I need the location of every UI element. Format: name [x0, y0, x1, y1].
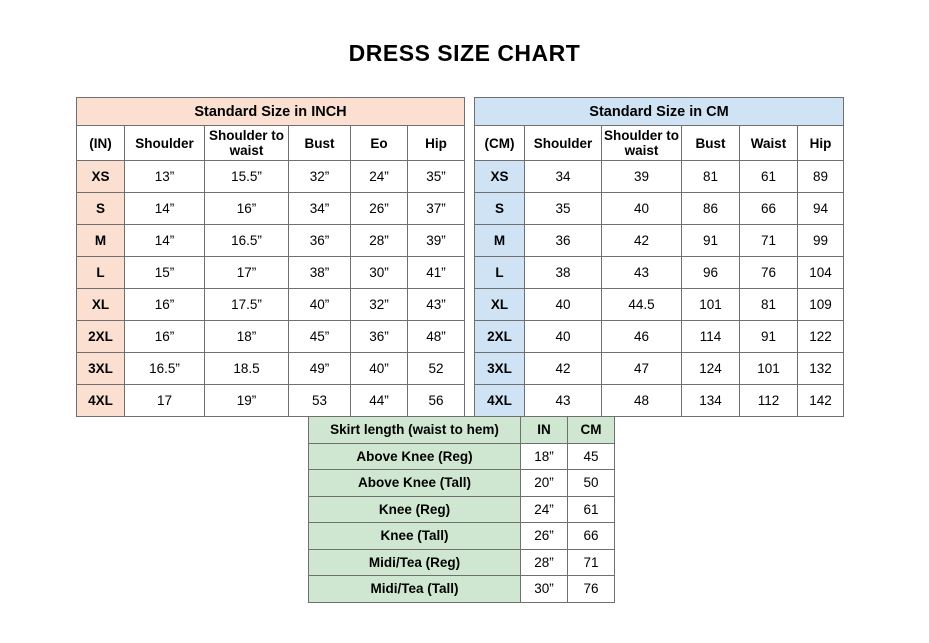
inch-table-banner: Standard Size in INCH	[77, 98, 465, 126]
inch-cell-bust: 45”	[289, 321, 351, 353]
cm-row-size: 4XL	[475, 385, 525, 417]
inch-cell-shoulder-to-waist: 15.5”	[205, 161, 289, 193]
table-row	[77, 353, 465, 385]
inch-cell-bust: 40”	[289, 289, 351, 321]
cm-header-shoulder: Shoulder	[525, 126, 602, 161]
skirt-row-label: Midi/Tea (Tall)	[309, 576, 521, 603]
cm-cell-bust: 124	[682, 353, 740, 385]
inch-cell-shoulder-to-waist: 19”	[205, 385, 289, 417]
table-header-row	[77, 126, 465, 161]
table-row	[309, 523, 615, 550]
cm-header-shoulder-to-waist: Shoulder to waist	[602, 126, 682, 161]
table-row	[309, 470, 615, 497]
table-row	[309, 549, 615, 576]
table-row	[475, 193, 844, 225]
inch-header-bust: Bust	[289, 126, 351, 161]
inch-cell-shoulder-to-waist: 16”	[205, 193, 289, 225]
table-row	[309, 576, 615, 603]
inch-cell-shoulder: 16.5”	[125, 353, 205, 385]
inch-cell-eo: 40”	[351, 353, 408, 385]
inch-cell-eo: 32”	[351, 289, 408, 321]
table-row	[77, 225, 465, 257]
cm-header-waist: Waist	[740, 126, 798, 161]
inch-cell-hip: 35”	[408, 161, 465, 193]
cm-cell-bust: 96	[682, 257, 740, 289]
skirt-cell-in: 20”	[521, 470, 568, 497]
inch-cell-shoulder-to-waist: 16.5”	[205, 225, 289, 257]
inch-header-hip: Hip	[408, 126, 465, 161]
inch-cell-eo: 26”	[351, 193, 408, 225]
table-row	[309, 496, 615, 523]
table-banner-row	[475, 98, 844, 126]
inch-row-size: 2XL	[77, 321, 125, 353]
cm-row-size: 3XL	[475, 353, 525, 385]
inch-row-size: L	[77, 257, 125, 289]
cm-cell-shoulder-to-waist: 43	[602, 257, 682, 289]
skirt-cell-in: 26”	[521, 523, 568, 550]
skirt-row-label: Knee (Tall)	[309, 523, 521, 550]
inch-header-shoulder-to-waist: Shoulder to waist	[205, 126, 289, 161]
table-banner-row	[77, 98, 465, 126]
inch-cell-shoulder-to-waist: 18.5	[205, 353, 289, 385]
skirt-cell-in: 24”	[521, 496, 568, 523]
cm-cell-shoulder: 36	[525, 225, 602, 257]
inch-cell-eo: 36”	[351, 321, 408, 353]
cm-cell-hip: 99	[798, 225, 844, 257]
inch-cell-shoulder-to-waist: 18”	[205, 321, 289, 353]
skirt-row-label: Above Knee (Tall)	[309, 470, 521, 497]
cm-cell-waist: 101	[740, 353, 798, 385]
inch-cell-eo: 44”	[351, 385, 408, 417]
cm-cell-hip: 109	[798, 289, 844, 321]
inch-cell-bust: 49”	[289, 353, 351, 385]
cm-cell-shoulder: 38	[525, 257, 602, 289]
cm-row-size: 2XL	[475, 321, 525, 353]
skirt-header-cm: CM	[568, 417, 615, 444]
skirt-header-label: Skirt length (waist to hem)	[309, 417, 521, 444]
inch-cell-shoulder-to-waist: 17”	[205, 257, 289, 289]
skirt-length-table	[308, 416, 615, 603]
inch-row-size: 3XL	[77, 353, 125, 385]
skirt-row-label: Midi/Tea (Reg)	[309, 549, 521, 576]
cm-cell-waist: 112	[740, 385, 798, 417]
inch-cell-shoulder: 16”	[125, 289, 205, 321]
inch-cell-shoulder-to-waist: 17.5”	[205, 289, 289, 321]
inch-row-size: M	[77, 225, 125, 257]
inch-cell-eo: 30”	[351, 257, 408, 289]
table-row	[309, 443, 615, 470]
inch-cell-hip: 48”	[408, 321, 465, 353]
cm-cell-shoulder-to-waist: 44.5	[602, 289, 682, 321]
cm-cell-shoulder: 42	[525, 353, 602, 385]
table-row	[475, 257, 844, 289]
cm-cell-bust: 134	[682, 385, 740, 417]
inch-cell-eo: 28”	[351, 225, 408, 257]
cm-cell-shoulder: 35	[525, 193, 602, 225]
inch-header-eo: Eo	[351, 126, 408, 161]
inch-cell-bust: 38”	[289, 257, 351, 289]
page-title: DRESS SIZE CHART	[348, 40, 581, 66]
cm-cell-hip: 89	[798, 161, 844, 193]
cm-cell-bust: 101	[682, 289, 740, 321]
cm-cell-waist: 61	[740, 161, 798, 193]
cm-cell-bust: 91	[682, 225, 740, 257]
skirt-cell-cm: 71	[568, 549, 615, 576]
table-row	[77, 193, 465, 225]
skirt-cell-in: 28”	[521, 549, 568, 576]
skirt-cell-cm: 61	[568, 496, 615, 523]
inch-row-size: 4XL	[77, 385, 125, 417]
cm-header-hip: Hip	[798, 126, 844, 161]
table-row	[475, 321, 844, 353]
inch-cell-bust: 34”	[289, 193, 351, 225]
inch-cell-shoulder: 17	[125, 385, 205, 417]
cm-cell-shoulder-to-waist: 47	[602, 353, 682, 385]
cm-cell-shoulder: 34	[525, 161, 602, 193]
cm-row-size: M	[475, 225, 525, 257]
cm-header-unit: (CM)	[475, 126, 525, 161]
cm-header-bust: Bust	[682, 126, 740, 161]
inch-cell-shoulder: 16”	[125, 321, 205, 353]
inch-cell-hip: 39”	[408, 225, 465, 257]
cm-cell-shoulder-to-waist: 39	[602, 161, 682, 193]
cm-cell-shoulder-to-waist: 42	[602, 225, 682, 257]
cm-cell-waist: 76	[740, 257, 798, 289]
cm-cell-bust: 81	[682, 161, 740, 193]
inch-row-size: XL	[77, 289, 125, 321]
inch-cell-shoulder: 13”	[125, 161, 205, 193]
cm-table-banner: Standard Size in CM	[475, 98, 844, 126]
skirt-row-label: Knee (Reg)	[309, 496, 521, 523]
skirt-cell-in: 18”	[521, 443, 568, 470]
cm-cell-hip: 104	[798, 257, 844, 289]
table-row	[475, 353, 844, 385]
inch-header-shoulder: Shoulder	[125, 126, 205, 161]
cm-cell-hip: 132	[798, 353, 844, 385]
inch-cell-eo: 24”	[351, 161, 408, 193]
cm-cell-bust: 86	[682, 193, 740, 225]
cm-cell-shoulder-to-waist: 48	[602, 385, 682, 417]
inch-cell-hip: 41”	[408, 257, 465, 289]
inch-cell-hip: 43”	[408, 289, 465, 321]
cm-cell-hip: 94	[798, 193, 844, 225]
cm-row-size: XL	[475, 289, 525, 321]
table-row	[77, 257, 465, 289]
cm-cell-bust: 114	[682, 321, 740, 353]
inch-cell-shoulder: 14”	[125, 225, 205, 257]
inch-cell-hip: 37”	[408, 193, 465, 225]
skirt-cell-cm: 45	[568, 443, 615, 470]
table-row	[475, 385, 844, 417]
inch-cell-hip: 52	[408, 353, 465, 385]
inch-row-size: XS	[77, 161, 125, 193]
skirt-cell-in: 30”	[521, 576, 568, 603]
cm-cell-hip: 142	[798, 385, 844, 417]
table-row	[475, 289, 844, 321]
inch-cell-shoulder: 14”	[125, 193, 205, 225]
inch-header-unit: (IN)	[77, 126, 125, 161]
inch-cell-bust: 36”	[289, 225, 351, 257]
table-row	[77, 321, 465, 353]
cm-row-size: XS	[475, 161, 525, 193]
skirt-cell-cm: 66	[568, 523, 615, 550]
cm-cell-shoulder: 43	[525, 385, 602, 417]
inch-cell-bust: 32”	[289, 161, 351, 193]
cm-cell-shoulder-to-waist: 46	[602, 321, 682, 353]
table-header-row	[309, 417, 615, 444]
table-header-row	[475, 126, 844, 161]
skirt-cell-cm: 76	[568, 576, 615, 603]
table-row	[77, 385, 465, 417]
cm-row-size: L	[475, 257, 525, 289]
cm-cell-shoulder: 40	[525, 289, 602, 321]
inch-cell-shoulder: 15”	[125, 257, 205, 289]
cm-cell-hip: 122	[798, 321, 844, 353]
table-row	[475, 225, 844, 257]
skirt-cell-cm: 50	[568, 470, 615, 497]
inch-row-size: S	[77, 193, 125, 225]
skirt-header-in: IN	[521, 417, 568, 444]
inch-cell-bust: 53	[289, 385, 351, 417]
cm-cell-waist: 81	[740, 289, 798, 321]
cm-row-size: S	[475, 193, 525, 225]
inch-cell-hip: 56	[408, 385, 465, 417]
cm-cell-waist: 71	[740, 225, 798, 257]
cm-cell-shoulder-to-waist: 40	[602, 193, 682, 225]
table-row	[475, 161, 844, 193]
cm-cell-waist: 66	[740, 193, 798, 225]
cm-size-table	[474, 97, 844, 417]
cm-cell-waist: 91	[740, 321, 798, 353]
inch-size-table	[76, 97, 465, 417]
table-row	[77, 161, 465, 193]
cm-cell-shoulder: 40	[525, 321, 602, 353]
skirt-row-label: Above Knee (Reg)	[309, 443, 521, 470]
table-row	[77, 289, 465, 321]
